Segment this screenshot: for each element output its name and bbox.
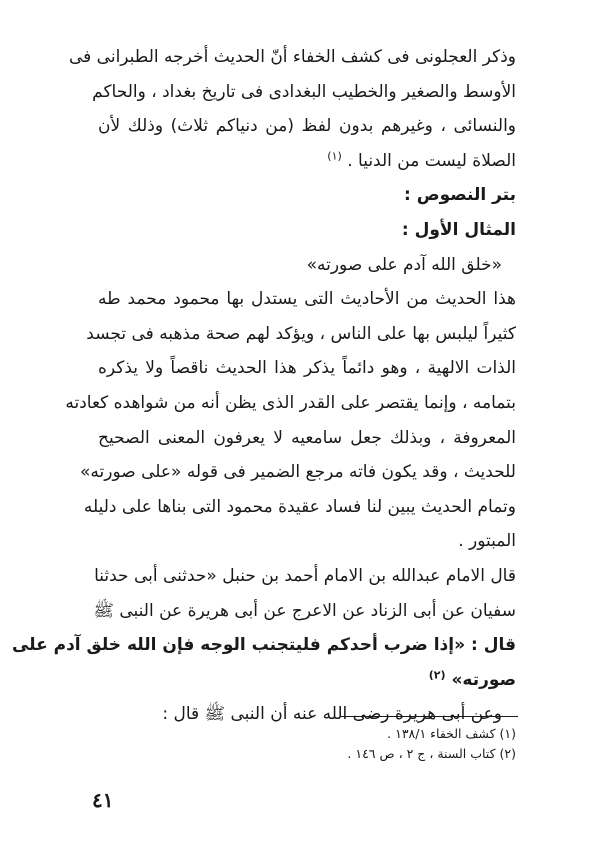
text-line: المبتور . bbox=[458, 531, 516, 552]
text-line: الصلاة ليست من الدنيا . $^{(١)}$ bbox=[327, 149, 516, 171]
text-line: وتمام الحديث يبين لنا فساد عقيدة محمود التى بناها على دليله bbox=[83, 496, 516, 517]
footnote: (١) كشف الخفاء ١٣٨/١ . bbox=[387, 726, 516, 741]
hadith-text: صورته» $^{(٢)}$ bbox=[428, 668, 516, 690]
text-line: الأوسط والصغير والخطيب البغدادى فى تاريخ بغداد ، والحاكم bbox=[92, 81, 516, 102]
footnote-ref: (٢) bbox=[428, 668, 446, 682]
text-line: وعن أبى هريرة رضى الله عنه أن النبى ﷺ قال : bbox=[162, 704, 502, 725]
text-line: وذكر العجلونى فى كشف الخفاء أنّ الحديث أخرجه الطبرانى فى bbox=[68, 47, 516, 67]
text-line: للحديث ، وقد يكون فاته مرجع الضمير فى قوله «على صورته» bbox=[80, 462, 516, 483]
page-number: ٤١ bbox=[92, 788, 114, 812]
hadith-text: قال : «إذا ضرب أحدكم فليتجنب الوجه فإن الله خلق آدم على bbox=[11, 635, 516, 656]
footnote-divider bbox=[340, 716, 518, 717]
text-line: كثيراً ليلبس بها على الناس ، ويؤكد لهم صحة مذهبه فى تجسد bbox=[86, 323, 516, 344]
footnote: (٢) كتاب السنة ، ج ٢ ، ص ١٤٦ . bbox=[347, 746, 516, 761]
footnotes bbox=[98, 724, 516, 764]
text-line: سفيان عن أبى الزناد عن الاعرج عن أبى هريرة عن النبى ﷺ bbox=[93, 600, 516, 621]
hadith-quote: «خلق الله آدم على صورته» bbox=[306, 254, 502, 275]
section-heading: بتر النصوص : bbox=[404, 185, 516, 206]
footnote-ref: (١) bbox=[327, 149, 342, 163]
text-line: الذات الالهية ، وهو دائماً يذكر هذا الحديث ناقصاً ولا يذكره bbox=[98, 358, 516, 379]
text-line: المعروفة ، وبذلك جعل سامعيه لا يعرفون المعنى الصحيح bbox=[98, 427, 516, 448]
text-line: بتمامه ، وإنما يقتصر على القدر الذى يظن أنه من شواهده كعادته bbox=[65, 392, 516, 413]
text-line: هذا الحديث من الأحاديث التى يستدل بها محمود محمد طه bbox=[98, 289, 516, 310]
body-text bbox=[11, 40, 516, 732]
text-line: والنسائى ، وغيرهم بدون لفظ (من دنياكم ثلاث) وذلك لأن bbox=[98, 116, 516, 137]
text-line: قال الامام عبدالله بن الامام أحمد بن حنبل «حدثنى أبى حدثنا bbox=[94, 565, 516, 586]
subsection-heading: المثال الأول : bbox=[401, 219, 516, 240]
